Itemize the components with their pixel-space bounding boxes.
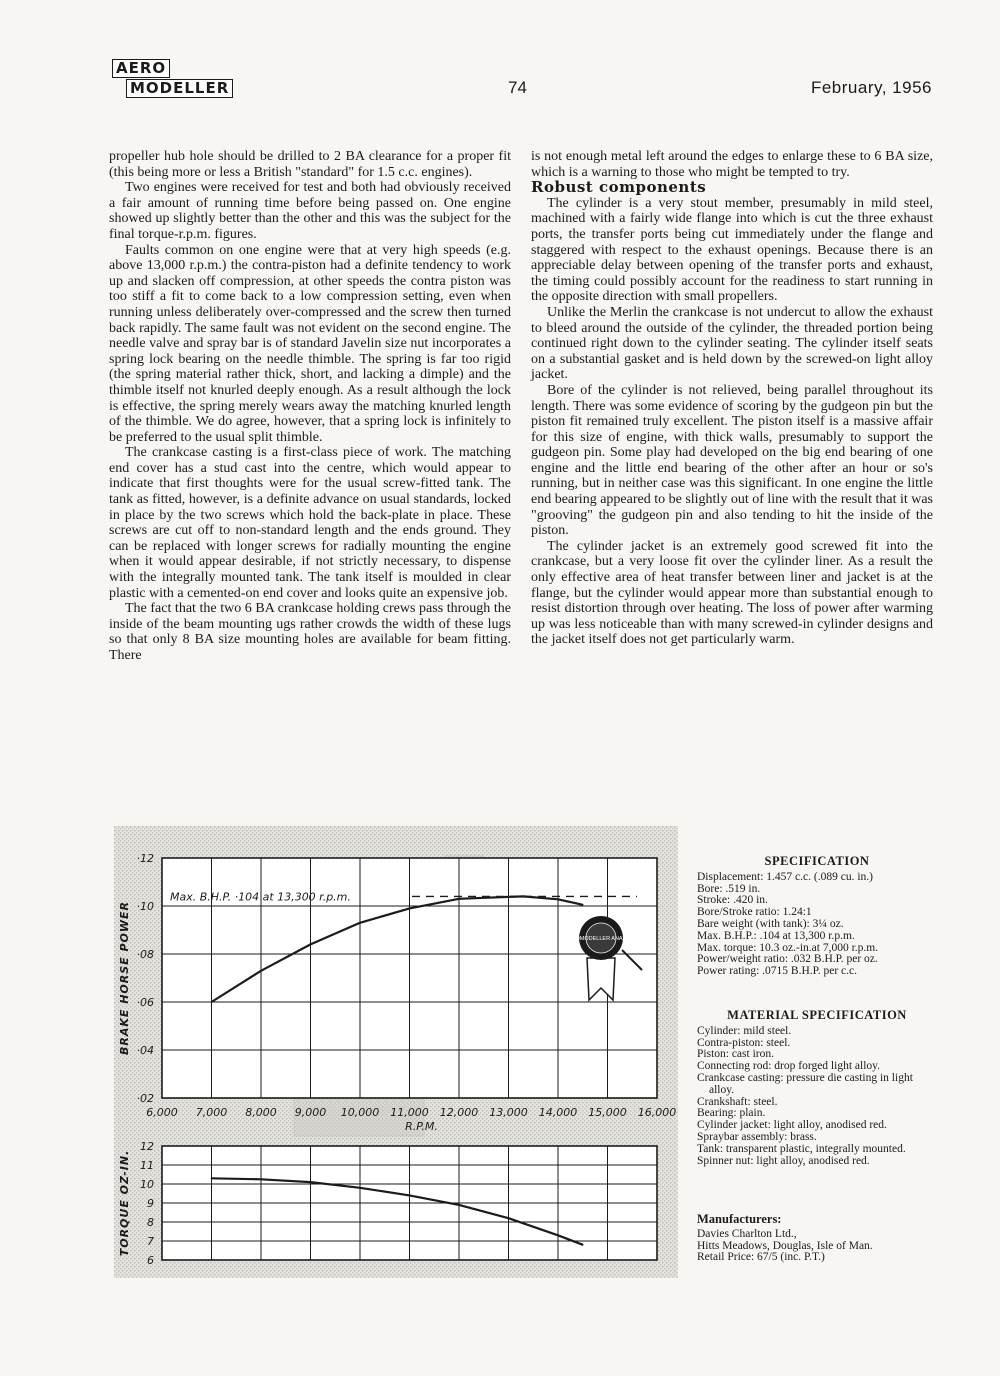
paragraph: is not enough metal left around the edges to enlarge these to 6 BA size, which is a warning to those who might be tempted to try. (531, 149, 933, 180)
data-point (557, 898, 559, 900)
material-line: Crankcase casting: pressure die casting in light alloy. (697, 1071, 913, 1096)
data-point (409, 1195, 411, 1197)
logo-bottom-text: MODELLER (126, 79, 233, 98)
paragraph: Unlike the Merlin the crankcase is not undercut to allow the exhaust to bleed around the outside of the cylinder, the threaded portion being continued right down to the cylinder seating. The cylinder itself seats on a substantial gasket and is held down by the screwed-on light alloy jacket. (531, 304, 933, 383)
paragraph: The fact that the two 6 BA crankcase holding crews pass through the inside of the beam mounting ugs rather crowds the width of these lugs so that only 8 BA size mounting holes are available for beam fitting. There (109, 601, 511, 663)
material-line: Spinner nut: light alloy, anodised red. (697, 1154, 870, 1167)
data-point (523, 896, 525, 898)
paragraph: Faults common on one engine were that at very high speeds (e.g. above 13,000 r.p.m.) the contra-piston had a definite tendency to work up and slacken off compression, at other speeds the contra piston was too stiff a fit to come back to a low compression setting, even when running unless deliberately over-compressed and the screw then turned back rapidly. The same fault was not evident on the second engine. The needle valve and spray bar is of standard Javelin size nut incorporates a spring lock bearing on the needle thimble. The spring is far too rigid (the spring material rather thick, short, and lacking a dimple) and the thimble itself not knurled deeply enough. As a result although the lock is effective, the spring merely wears away the matching knurled length of the thimble. We do agree, however, that a spring lock is infinitely to be preferred to the usual split thimble. (109, 242, 511, 445)
spec-line: Max. B.H.P.: .104 at 13,300 r.p.m. (697, 929, 855, 942)
data-point (508, 896, 510, 898)
y-axis-label: BRAKE HORSE POWER (118, 900, 131, 1056)
y-tick-label: ·06 (136, 996, 154, 1009)
data-point (508, 1217, 510, 1219)
performance-chart (114, 826, 678, 1278)
performance-chart-svg (114, 826, 678, 1278)
data-point (582, 904, 584, 906)
material-line: Crankshaft: steel. (697, 1095, 778, 1108)
material-line: Connecting rod: drop forged light alloy. (697, 1060, 881, 1073)
material-line: Bearing: plain. (697, 1107, 766, 1120)
spec-line: Power rating: .0715 B.H.P. per c.c. (697, 965, 858, 978)
y-tick-label: ·08 (136, 948, 154, 961)
spec-line: Stroke: .420 in. (697, 894, 768, 907)
magazine-logo (112, 58, 233, 98)
y-tick-label: ·12 (136, 852, 154, 865)
seal-text: AEROMODELLER ANALYSIS (564, 936, 638, 942)
data-point (310, 944, 312, 946)
material-title: MATERIAL SPECIFICATION (727, 1008, 907, 1022)
material-line: Piston: cast iron. (697, 1048, 774, 1061)
x-tick-label: 8,000 (245, 1106, 277, 1119)
y-tick-label: ·10 (136, 900, 154, 913)
data-point (458, 898, 460, 900)
spec-line: Displacement: 1.457 c.c. (.089 cu. in.) (697, 870, 873, 883)
data-point (260, 970, 262, 972)
torque-chart (118, 1140, 657, 1267)
spec-line: Max. torque: 10.3 oz.-in.at 7,000 r.p.m. (697, 941, 879, 954)
y-tick-label: ·02 (136, 1092, 154, 1105)
data-point (359, 922, 361, 924)
paragraph: The cylinder is a very stout member, presumably in mild steel, machined with a fairly wide flange into which is cut the three exhaust ports, the transfer ports being cut immediately under the flange and staggered with respect to the exhaust openings. Because there is an appreciable delay between opening of the transfer ports and exhaust, the timing could possibly account for the readiness to start running in the opposite direction with small propellers. (531, 195, 933, 305)
x-tick-label: 15,000 (588, 1106, 627, 1119)
article-column-2 (531, 149, 933, 648)
x-tick-label: 6,000 (146, 1106, 178, 1119)
y-tick-label: 7 (147, 1235, 154, 1248)
data-point (557, 1235, 559, 1237)
y-axis-label: TORQUE OZ-IN. (118, 1149, 131, 1257)
material-line: Spraybar assembly: brass. (697, 1130, 817, 1143)
paragraph: Bore of the cylinder is not relieved, being parallel throughout its length. There was some evidence of scoring by the gudgeon pin but the piston fit remained truly excellent. The piston itself is a massive affair for this size of engine, with thick walls, presumably to support the gudgeon pin. Some play had developed on the big end bearing of one engine and the little end bearing of the other after an hour or so's running, but in neither case was this significant. In one engine the little end bearing appeared to be slightly out of line with the result that it was "grooving" the gudgeon pin and also tending to hit the inside of the piston. (531, 382, 934, 539)
page-number: 74 (508, 78, 527, 97)
x-tick-label: 13,000 (489, 1106, 528, 1119)
y-tick-label: 11 (140, 1159, 154, 1172)
max-bhp-annotation: Max. B.H.P. ·104 at 13,300 r.p.m. (170, 890, 351, 904)
data-point (260, 1178, 262, 1180)
spec-line: Bare weight (with tank): 3¼ oz. (697, 917, 844, 930)
specification-title: SPECIFICATION (764, 854, 870, 868)
paragraph: Two engines were received for test and both had obviously received a fair amount of running time before being passed on. One engine showed up slightly better than the other and this was the subject for the final torque-r.p.m. figures. (109, 180, 511, 242)
paragraph: The cylinder jacket is an extremely good screwed fit into the crankcase, but a very loose fit over the cylinder liner. As a result the only effective area of heat transfer between liner and jacket is at the flange, but the cylinder would appear more than substantial enough to resist distortion through over heating. The loss of power after warming up was less noticeable than with many screwed-in cylinder designs and the jacket itself does not get particularly warm. (531, 538, 933, 648)
paragraph: The crankcase casting is a first-class piece of work. The matching end cover has a stud cast into the centre, which would appear to indicate that first thoughts were for the usual screw-fitted tank. The tank as fitted, however, is a definite advance on usual standards, locked in place by the two screws which hold the back-plate in place. These screws are cut off to non-standard length and the ends ground. They can be replaced with longer screws for radially mounting the engine when it would appear desirable, if not strictly necessary, to dispense with the integrally mounted tank. The tank itself is moulded in clear plastic with a cemented-on end cover and looks quite an expensive job. (109, 445, 511, 601)
x-tick-label: 16,000 (637, 1106, 677, 1119)
data-point (211, 1001, 213, 1003)
material-line: Cylinder jacket: light alloy, anodised red. (697, 1119, 887, 1132)
data-point (409, 908, 411, 910)
y-tick-label: ·04 (136, 1044, 154, 1057)
y-tick-label: 8 (147, 1216, 154, 1229)
x-axis-label: R.P.M. (405, 1120, 438, 1133)
paragraph: propeller hub hole should be drilled to 2 BA clearance for a proper fit (this being more or less a British "standard" for 1.5 c.c. engines). (109, 149, 511, 180)
y-tick-label: 10 (140, 1178, 154, 1191)
manufacturer-line: Davies Charlton Ltd., (697, 1227, 797, 1240)
specification-box (697, 856, 937, 978)
x-tick-label: 10,000 (340, 1106, 380, 1119)
manufacturer-line: Hitts Meadows, Douglas, Isle of Man. (697, 1239, 873, 1252)
x-tick-label: 12,000 (439, 1106, 479, 1119)
data-point (582, 1244, 584, 1246)
data-point (211, 1178, 213, 1180)
spec-line: Bore/Stroke ratio: 1.24:1 (697, 906, 812, 919)
data-point (310, 1181, 312, 1183)
spec-line: Power/weight ratio: .032 B.H.P. per oz. (697, 953, 878, 966)
manufacturers-title: Manufacturers: (697, 1212, 782, 1226)
material-line: Cylinder: mild steel. (697, 1024, 792, 1037)
logo-top-text: AERO (112, 59, 170, 78)
material-line: Tank: transparent plastic, integrally mounted. (697, 1142, 906, 1155)
issue-date: February, 1956 (810, 78, 932, 97)
y-tick-label: 9 (147, 1197, 154, 1210)
x-tick-label: 9,000 (294, 1106, 327, 1119)
spec-line: Bore: .519 in. (697, 882, 761, 895)
x-tick-label: 14,000 (538, 1106, 578, 1119)
manufacturers-box (697, 1214, 937, 1264)
data-point (458, 1204, 460, 1206)
section-heading: Robust components (531, 178, 707, 197)
manufacturer-line: Retail Price: 67/5 (inc. P.T.) (697, 1251, 825, 1264)
x-tick-label: 11,000 (390, 1106, 429, 1119)
material-line: Contra-piston: steel. (697, 1036, 791, 1049)
data-point (359, 1187, 361, 1189)
y-tick-label: 6 (147, 1254, 154, 1267)
article-column-1 (109, 149, 511, 664)
material-specification-box (697, 1010, 937, 1167)
x-tick-label: 7,000 (195, 1106, 228, 1119)
y-tick-label: 12 (140, 1140, 154, 1153)
